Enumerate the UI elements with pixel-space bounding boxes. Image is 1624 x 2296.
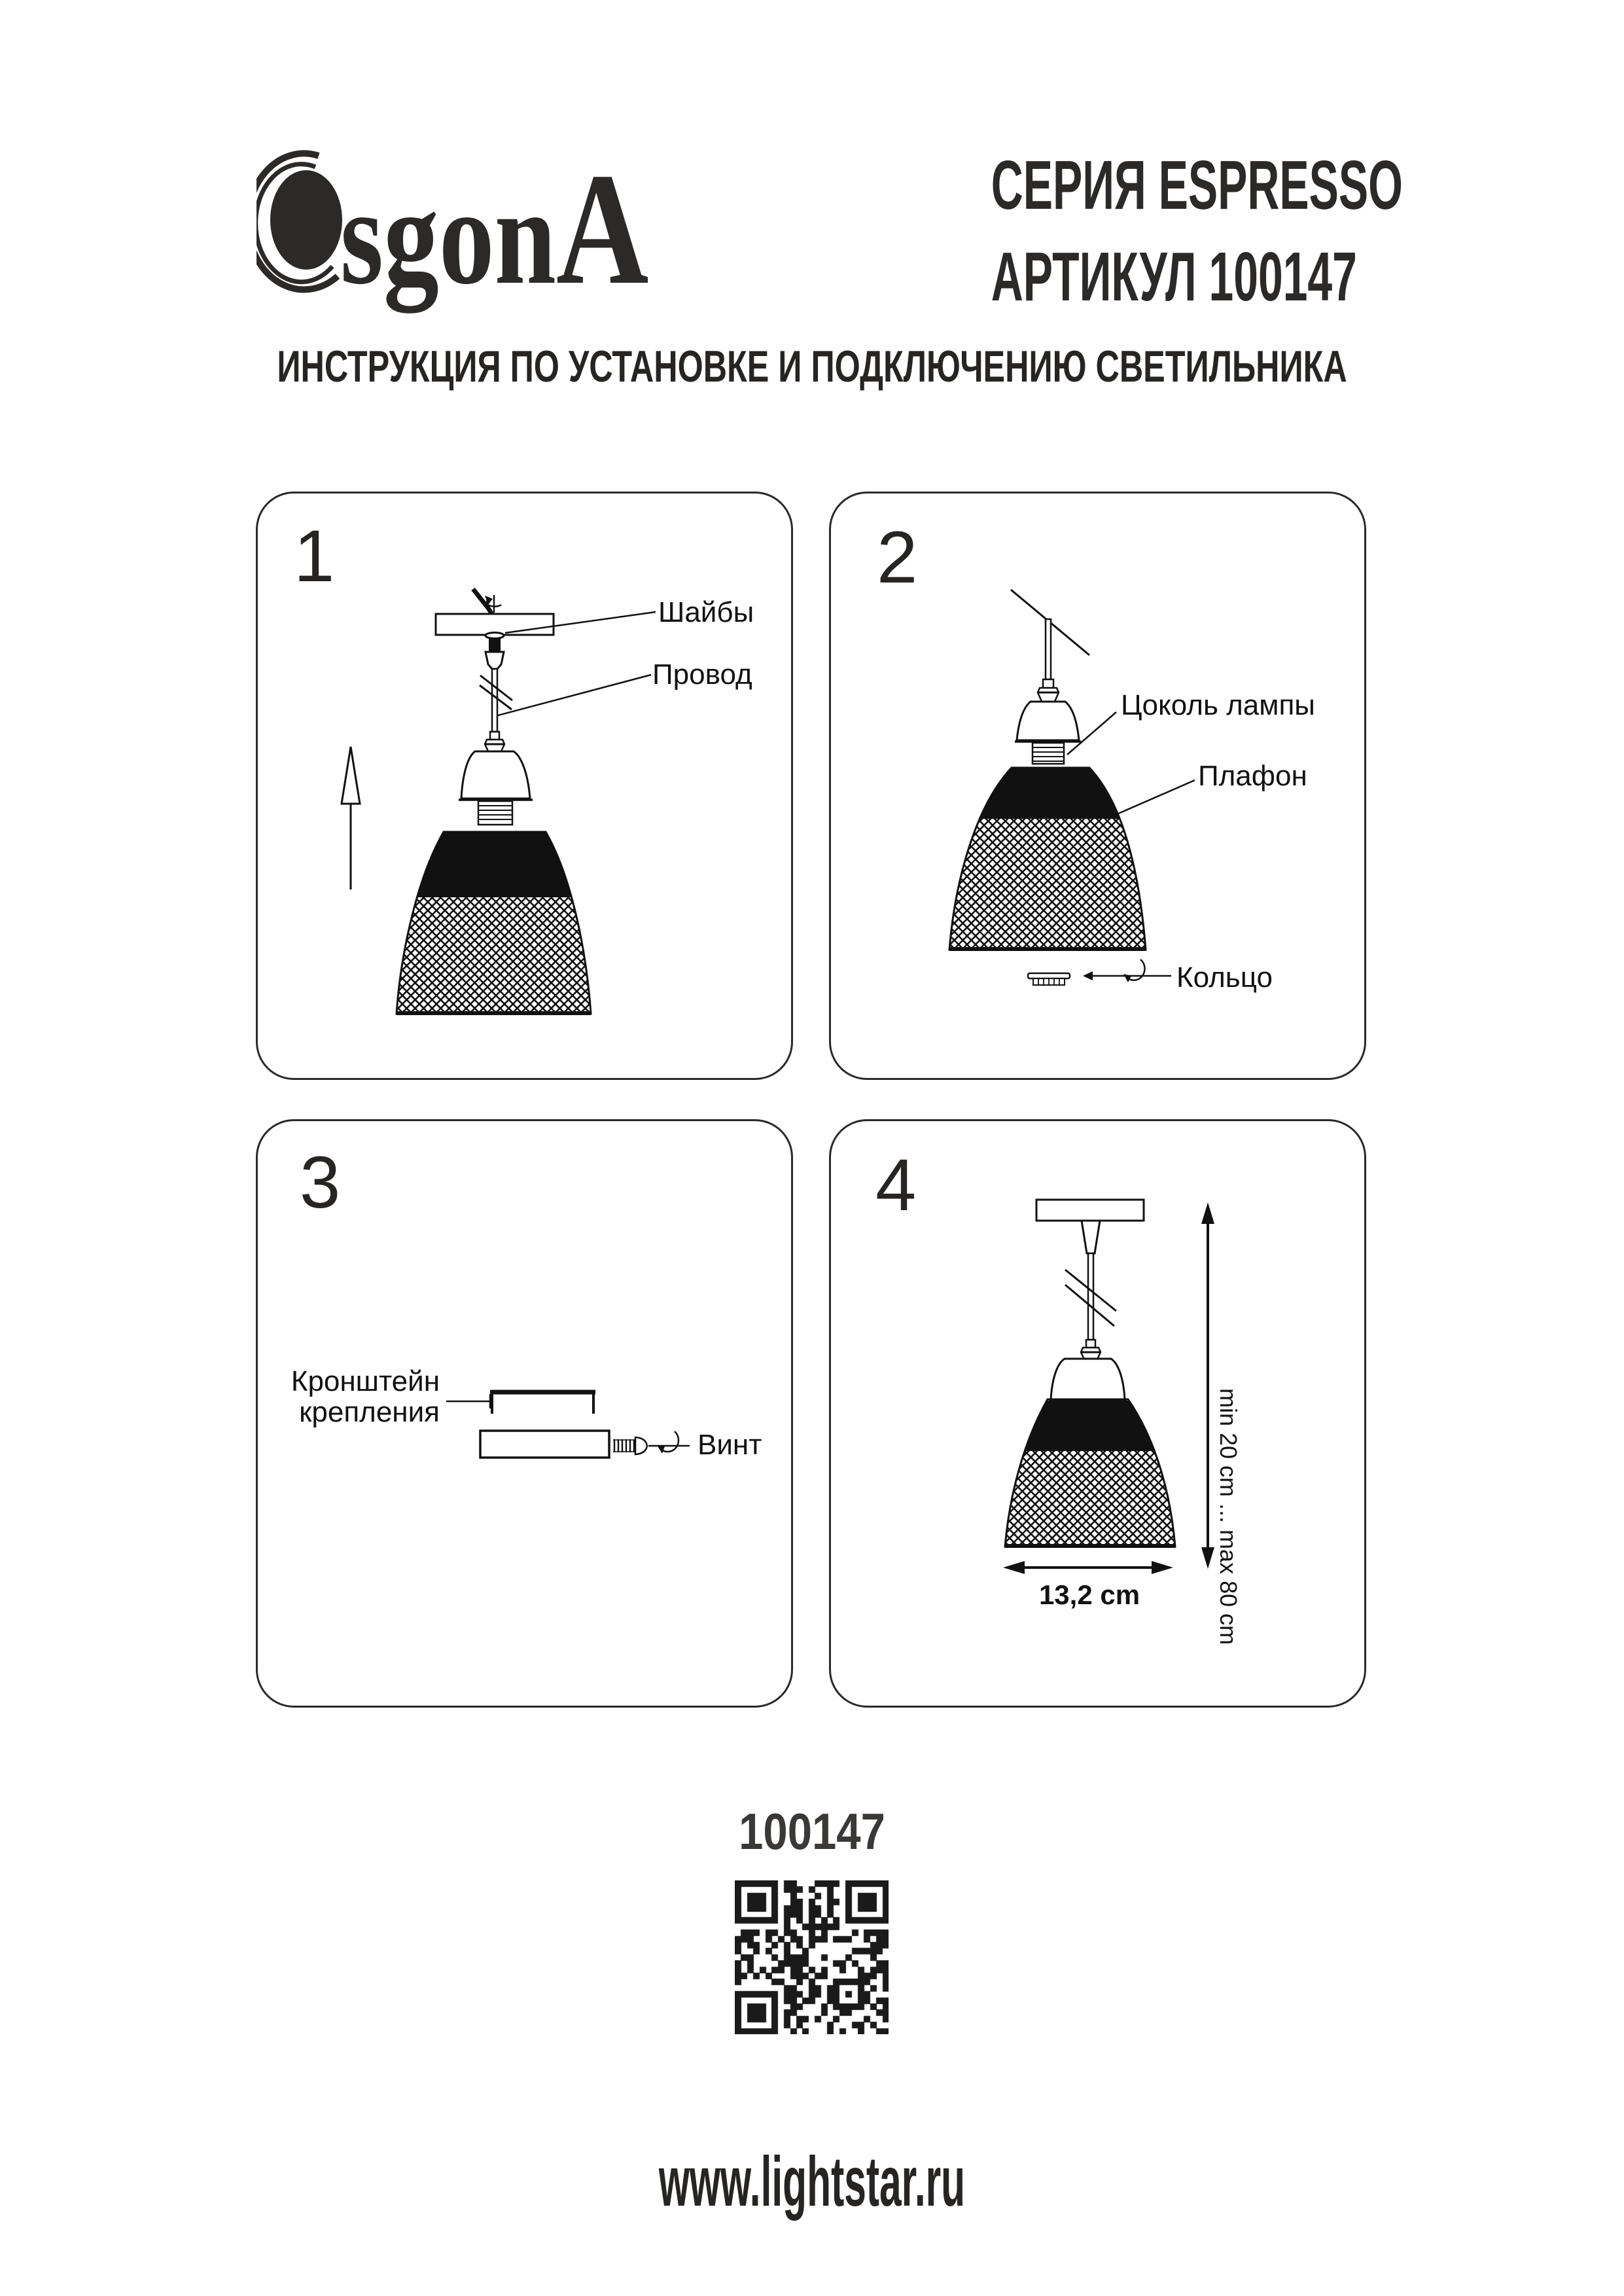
shade-label: Плафон [1198, 760, 1307, 792]
ceiling-plate-drawing [1036, 1200, 1144, 1221]
wire-label: Провод [652, 658, 752, 691]
socket-cover-drawing [1015, 702, 1081, 742]
step-3-panel [256, 1119, 793, 1708]
bracket-label-line1: Кронштейн [291, 1365, 440, 1397]
lamp-socket-drawing [1033, 743, 1064, 764]
shade-leader-line [1112, 780, 1195, 816]
wire-drawing [1046, 619, 1051, 679]
ring-drawing [1028, 973, 1070, 985]
bracket-leader-line [446, 1394, 490, 1408]
washers-label: Шайбы [658, 596, 754, 628]
ring-arrow-icon [1083, 960, 1171, 982]
article-title: АРТИКУЛ 100147 [991, 238, 1357, 315]
cord-grip-drawing [1082, 1221, 1100, 1253]
wire-connector-drawing [1038, 679, 1059, 703]
article-number: 100147 [739, 1803, 885, 1860]
socket-cover-drawing [459, 751, 533, 800]
up-arrow-icon [342, 747, 360, 889]
step-number: 1 [294, 515, 335, 597]
series-title: СЕРИЯ ESPRESSO [991, 147, 1403, 224]
diameter-label: 13,2 cm [1038, 1579, 1140, 1610]
wire-drawing [1065, 1253, 1116, 1340]
shade-drawing [942, 768, 1153, 950]
step-number: 4 [875, 1144, 917, 1226]
lamp-thread-drawing [478, 801, 512, 825]
website-url: www.lightstar.ru [658, 2142, 966, 2221]
screw-drawing [613, 1437, 647, 1454]
step-4-panel: 4 min 20 cm ... max 80 cm 13,2 cm [829, 1119, 1366, 1708]
mounting-bracket-drawing [490, 1390, 595, 1414]
mounting-bar-drawing [480, 1431, 609, 1458]
cord-grip-drawing [489, 638, 501, 652]
shade-drawing [995, 1399, 1184, 1548]
logo-o-icon [256, 153, 342, 289]
step-number: 2 [877, 516, 918, 598]
page-title: ИНСТРУКЦИЯ ПО УСТАНОВКЕ И ПОДКЛЮЧЕНИЮ СВЕТИЛЬНИКА [277, 342, 1347, 391]
wire-leader-line [498, 675, 651, 715]
osgona-logo [256, 145, 675, 342]
step-1-panel [256, 492, 793, 1080]
bracket-label [284, 1366, 440, 1427]
washer-drawing [485, 633, 504, 639]
socket-cover-drawing [1049, 1359, 1127, 1401]
step-1-drawing [258, 493, 791, 1078]
shade-drawing [389, 832, 599, 1015]
width-dimension-arrow [1003, 1561, 1173, 1574]
wire-drawing [480, 669, 512, 732]
logo-text: sgonA [340, 145, 649, 318]
step-number: 3 [300, 1141, 341, 1223]
ring-label: Кольцо [1176, 961, 1273, 994]
socket-label: Цоколь лампы [1121, 689, 1315, 721]
height-dimension-arrow [1201, 1202, 1214, 1569]
screw-label: Винт [697, 1429, 762, 1461]
turn-arrow-icon [648, 1431, 690, 1454]
qr-code [735, 1880, 889, 2034]
bracket-label-line2: крепления [299, 1396, 440, 1428]
step-2-panel [829, 492, 1366, 1080]
